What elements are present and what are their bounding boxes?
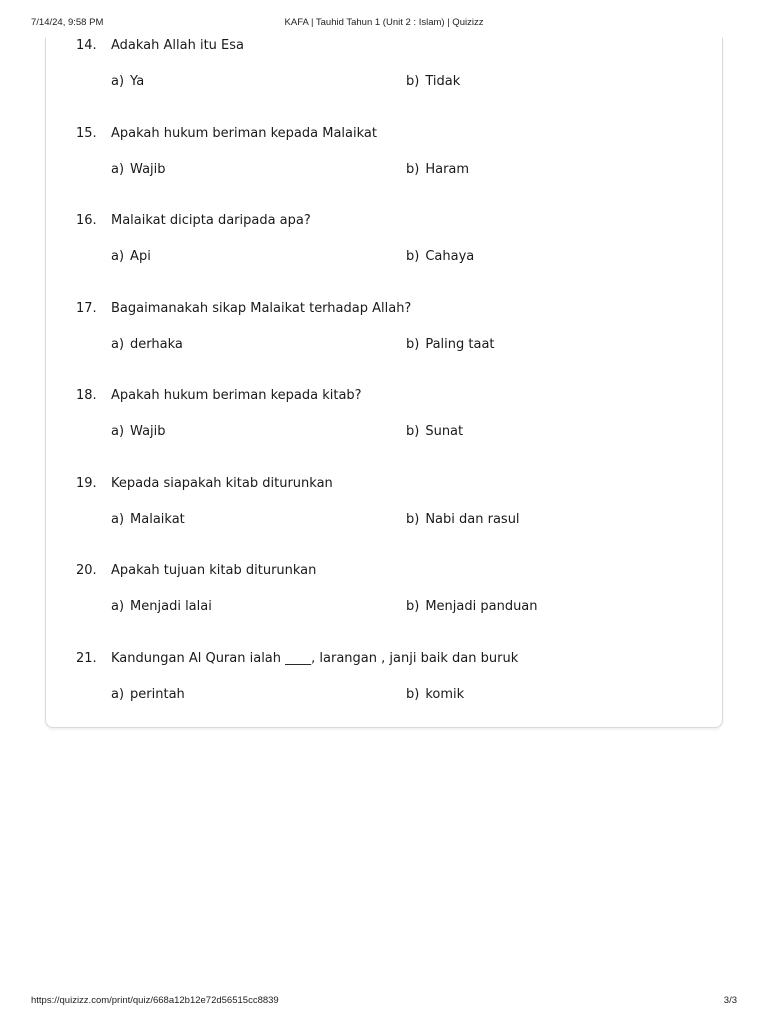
- option-b: [406, 74, 460, 89]
- option-a-letter: a): [111, 162, 125, 177]
- option-b-text: komik: [425, 687, 465, 702]
- option-b: [406, 162, 469, 177]
- question-number: 16.: [76, 213, 97, 228]
- question-text: Bagaimanakah sikap Malaikat terhadap Allah?: [111, 301, 412, 316]
- option-a-letter: a): [111, 512, 125, 527]
- question-text: Malaikat dicipta daripada apa?: [111, 213, 311, 228]
- option-b-text: Paling taat: [425, 337, 495, 352]
- question-text: Apakah hukum beriman kepada Malaikat: [111, 126, 377, 141]
- option-a-letter: a): [111, 337, 125, 352]
- option-b-letter: b): [406, 512, 420, 527]
- question-item: [46, 126, 722, 206]
- option-a-text: Wajib: [130, 424, 166, 439]
- option-b-text: Nabi dan rasul: [425, 512, 520, 527]
- option-a: [111, 162, 166, 177]
- option-a: [111, 512, 185, 527]
- option-a-letter: a): [111, 424, 125, 439]
- option-b-text: Sunat: [425, 424, 464, 439]
- question-number: 19.: [76, 476, 97, 491]
- option-b-letter: b): [406, 687, 420, 702]
- option-a: [111, 249, 151, 264]
- option-a-letter: a): [111, 599, 125, 614]
- print-datetime: 7/14/24, 9:58 PM: [31, 17, 104, 28]
- question-item: [46, 651, 722, 731]
- option-b: [406, 599, 538, 614]
- option-a: [111, 74, 144, 89]
- question-number: 20.: [76, 563, 97, 578]
- option-a-letter: a): [111, 249, 125, 264]
- option-b-letter: b): [406, 424, 420, 439]
- option-b-letter: b): [406, 599, 420, 614]
- question-text: Apakah tujuan kitab diturunkan: [111, 563, 317, 578]
- question-number: 21.: [76, 651, 97, 666]
- option-b: [406, 687, 464, 702]
- option-b-letter: b): [406, 249, 420, 264]
- question-item: [46, 388, 722, 468]
- question-item: [46, 213, 722, 293]
- option-a: [111, 599, 212, 614]
- option-a: [111, 687, 185, 702]
- question-item: [46, 563, 722, 643]
- quiz-card: [45, 38, 723, 728]
- option-b: [406, 249, 474, 264]
- question-item: [46, 301, 722, 381]
- question-item: [46, 476, 722, 556]
- option-b-text: Menjadi panduan: [425, 599, 538, 614]
- print-page-number: 3/3: [723, 995, 737, 1006]
- question-item: [46, 38, 722, 118]
- option-b-letter: b): [406, 162, 420, 177]
- option-b-text: Cahaya: [425, 249, 475, 264]
- question-number: 15.: [76, 126, 97, 141]
- print-url: https://quizizz.com/print/quiz/668a12b12e72d56515cc8839: [31, 995, 279, 1006]
- option-b-text: Haram: [425, 162, 470, 177]
- option-a-text: Wajib: [130, 162, 166, 177]
- option-a-text: Menjadi lalai: [130, 599, 212, 614]
- option-a: [111, 337, 183, 352]
- question-text: Kepada siapakah kitab diturunkan: [111, 476, 333, 491]
- print-footer: [31, 995, 737, 1009]
- option-a: [111, 424, 166, 439]
- option-a-text: derhaka: [130, 337, 183, 352]
- option-b-letter: b): [406, 74, 420, 89]
- question-number: 14.: [76, 38, 97, 53]
- question-number: 17.: [76, 301, 97, 316]
- option-a-text: Ya: [130, 74, 145, 89]
- option-a-letter: a): [111, 687, 125, 702]
- option-b: [406, 337, 495, 352]
- option-b: [406, 424, 463, 439]
- question-number: 18.: [76, 388, 97, 403]
- option-b-text: Tidak: [425, 74, 461, 89]
- option-a-text: Malaikat: [130, 512, 185, 527]
- question-text: Apakah hukum beriman kepada kitab?: [111, 388, 362, 403]
- option-a-text: perintah: [130, 687, 185, 702]
- option-b: [406, 512, 520, 527]
- print-page-title: KAFA | Tauhid Tahun 1 (Unit 2 : Islam) | Quizizz: [284, 17, 484, 28]
- option-b-letter: b): [406, 337, 420, 352]
- question-text: Kandungan Al Quran ialah ____, larangan , janji baik dan buruk: [111, 651, 519, 666]
- option-a-letter: a): [111, 74, 125, 89]
- option-a-text: Api: [130, 249, 151, 264]
- question-text: Adakah Allah itu Esa: [111, 38, 245, 53]
- print-header: [31, 17, 737, 31]
